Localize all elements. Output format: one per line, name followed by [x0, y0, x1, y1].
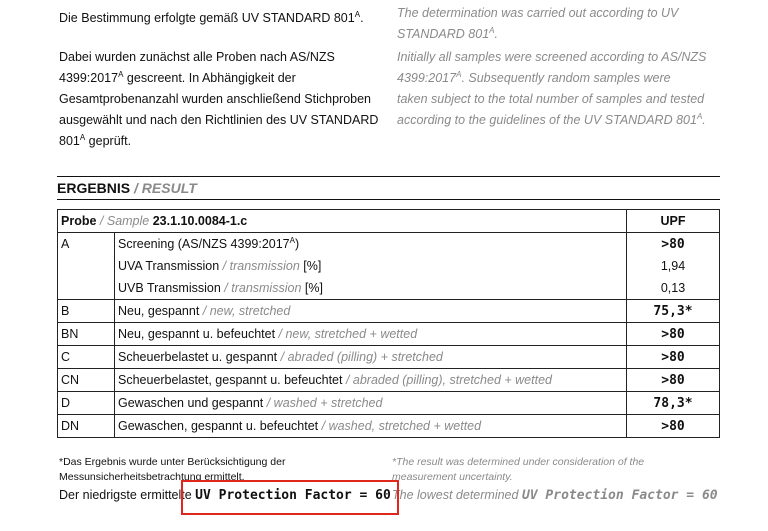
upf-header: UPF — [627, 210, 720, 233]
row-code: D — [58, 392, 115, 415]
row-code: DN — [58, 415, 115, 438]
row-label: Gewaschen, gespannt u. befeuchtet / washed, stretched + wetted — [115, 415, 627, 438]
row-label: Scheuerbelastet, gespannt u. befeuchtet / abraded (pilling), stretched + wetted — [115, 369, 627, 392]
row-code: A — [58, 233, 115, 300]
row-label: Neu, gespannt / new, stretched — [115, 300, 627, 323]
row-value: 1,94 — [627, 255, 720, 277]
row-label: UVA Transmission / transmission [%] — [115, 255, 627, 277]
note-en: *The result was determined under consideration of the measurement uncertainty. — [392, 456, 645, 483]
row-label: Scheuerbelastet u. gespannt / abraded (pilling) + stretched — [115, 346, 627, 369]
row-value: >80 — [627, 233, 720, 256]
summary-en: The lowest determined UV Protection Factor = 60 — [392, 488, 718, 503]
table-header-row — [58, 210, 720, 233]
highlight-box — [181, 480, 399, 515]
table-row-c — [58, 346, 720, 369]
table-row-uvb — [58, 277, 720, 300]
intro-en-paragraph2: Initially all samples were screened according to AS/NZS $4399:2017^A$. Subsequently random samples were taken subject to the total number of samples and tested according to the guidelines of the UV STANDARD $801^A$. — [397, 50, 707, 127]
row-value: >80 — [627, 369, 720, 392]
row-label: UVB Transmission / transmission [%] — [115, 277, 627, 300]
table-row-b — [58, 300, 720, 323]
row-value: >80 — [627, 346, 720, 369]
row-value: >80 — [627, 323, 720, 346]
row-code: B — [58, 300, 115, 323]
row-code: BN — [58, 323, 115, 346]
probe-header: Probe / Sample 23.1.10.0084-1.c — [58, 210, 627, 233]
table-row-cn — [58, 369, 720, 392]
row-code: CN — [58, 369, 115, 392]
row-label: Gewaschen und gespannt / washed + stretched — [115, 392, 627, 415]
row-label: Screening (AS/NZS $4399:2017^A$) — [115, 233, 627, 256]
table-row-a — [58, 233, 720, 256]
summary-de: Der niedrigste ermittelte UV Protection Factor = 60 — [59, 488, 391, 503]
row-value: 78,3* — [627, 392, 720, 415]
table-row-uva — [58, 255, 720, 277]
table-row-bn — [58, 323, 720, 346]
note-de: *Das Ergebnis wurde unter Berücksichtigung der Messunsicherheitsbetrachtung ermittelt. — [59, 456, 286, 483]
intro-de-paragraph2: Dabei wurden zunächst alle Proben nach AS/NZS $4399:2017^A$ gescreent. In Abhängigkeit der Gesamtprobenanzahl wurden anschließend Stichproben ausgewählt und nach den Richtlinien des UV STANDARD $801^A$ geprüft. — [59, 50, 379, 148]
table-row-dn — [58, 415, 720, 438]
row-value: 75,3* — [627, 300, 720, 323]
result-heading: ERGEBNIS / RESULT — [57, 176, 720, 200]
row-code: C — [58, 346, 115, 369]
results-table — [57, 209, 720, 438]
row-label: Neu, gespannt u. befeuchtet / new, stretched + wetted — [115, 323, 627, 346]
intro-de-line1: Die Bestimmung erfolgte gemäß UV STANDARD $801^A$. — [59, 9, 364, 25]
row-value: >80 — [627, 415, 720, 438]
table-row-d — [58, 392, 720, 415]
row-value: 0,13 — [627, 277, 720, 300]
intro-en-paragraph1: The determination was carried out according to UV STANDARD $801^A$. — [397, 6, 679, 41]
